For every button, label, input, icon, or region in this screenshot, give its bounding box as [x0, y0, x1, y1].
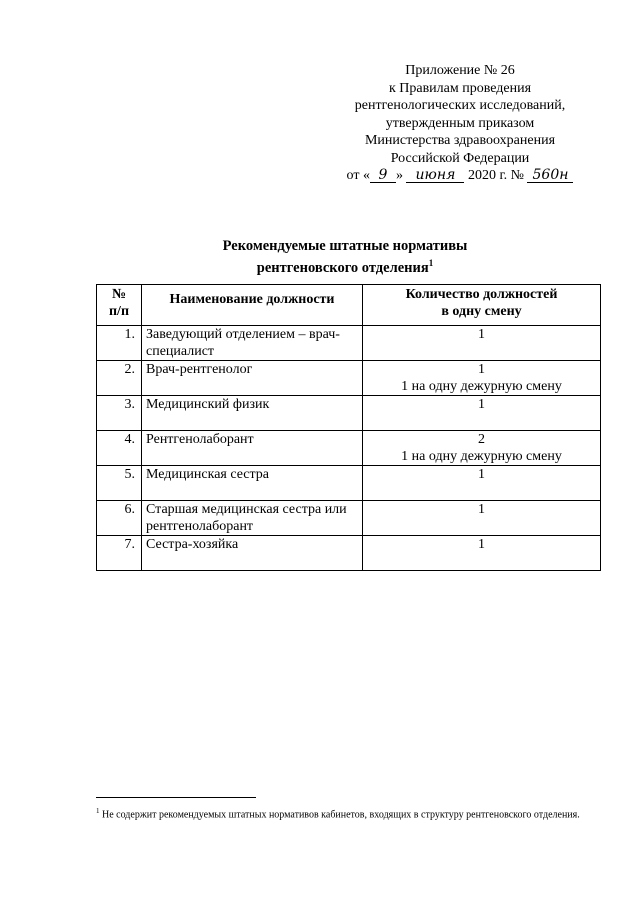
appendix-line: к Правилам проведения [388, 80, 532, 96]
title-footnote-mark: 1 [428, 258, 434, 268]
row-number: 4. [97, 431, 142, 466]
row-position: Врач-рентгенолог [142, 361, 363, 396]
row-number: 7. [97, 536, 142, 571]
row-number: 1. [97, 326, 142, 361]
row-count: 1 [478, 327, 485, 342]
row-number: 6. [97, 501, 142, 536]
row-count-cell [363, 501, 601, 536]
handwritten-day: 9 [370, 168, 396, 183]
row-count-cell [363, 396, 601, 431]
appendix-line: Министерства здравоохранения [364, 133, 556, 148]
row-position: Медицинский физик [142, 396, 363, 431]
header-position: Наименование должности [142, 285, 363, 326]
footnote [96, 805, 602, 821]
order-date-line [300, 167, 620, 185]
header-count: Количество должностей в одну смену [363, 285, 601, 326]
row-count-note: 1 на одну дежурную смену [401, 379, 562, 394]
table-row [97, 431, 601, 466]
row-count-cell [363, 361, 601, 396]
footnote-divider [96, 797, 256, 798]
title-line-2: рентгеновского отделения$^1$ [256, 258, 434, 276]
row-count: 1 [478, 502, 485, 517]
row-count-cell [363, 466, 601, 501]
row-count: 2 [478, 432, 485, 447]
row-number: 5. [97, 466, 142, 501]
appendix-line: Приложение № 26 [405, 63, 515, 78]
handwritten-order-number: 560н [527, 168, 573, 183]
row-position: Сестра-хозяйка [142, 536, 363, 571]
document-title [195, 238, 495, 277]
row-count-cell [363, 431, 601, 466]
appendix-line: рентгенологических исследований, [354, 98, 566, 113]
title-line-1: Рекомендуемые штатные нормативы [222, 238, 468, 254]
table-header-row [97, 285, 601, 326]
table-row [97, 326, 601, 361]
row-count-cell [363, 536, 601, 571]
row-position: Старшая медицинская сестра или рентгенолаборант [142, 501, 363, 536]
appendix-line: Российской Федерации [390, 150, 530, 166]
table-row [97, 501, 601, 536]
date-prefix: от « [346, 168, 370, 183]
row-count: 1 [478, 362, 485, 377]
row-position: Заведующий отделением – врач-специалист [142, 326, 363, 361]
row-count: 1 [478, 537, 485, 552]
handwritten-month: июня [406, 168, 464, 183]
table-row [97, 466, 601, 501]
appendix-header [300, 62, 620, 185]
row-count-cell [363, 326, 601, 361]
appendix-line: утвержденным приказом [385, 115, 535, 131]
row-position: Медицинская сестра [142, 466, 363, 501]
table-row [97, 536, 601, 571]
footnote-mark: 1 [96, 807, 100, 815]
row-count-note: 1 на одну дежурную смену [401, 449, 562, 464]
row-number: 3. [97, 396, 142, 431]
staffing-table [96, 284, 601, 571]
row-count: 1 [478, 397, 485, 412]
table-row [97, 396, 601, 431]
row-count: 1 [478, 467, 485, 482]
row-position: Рентгенолаборант [142, 431, 363, 466]
table-row [97, 361, 601, 396]
date-year-text: 2020 г. № [467, 168, 524, 183]
row-number: 2. [97, 361, 142, 396]
footnote-text: Не содержит рекомендуемых штатных нормативов кабинетов, входящих в структуру рентгеновского отделения. [102, 809, 580, 821]
header-num: № п/п [97, 285, 142, 326]
date-month-sep: » [395, 168, 403, 183]
